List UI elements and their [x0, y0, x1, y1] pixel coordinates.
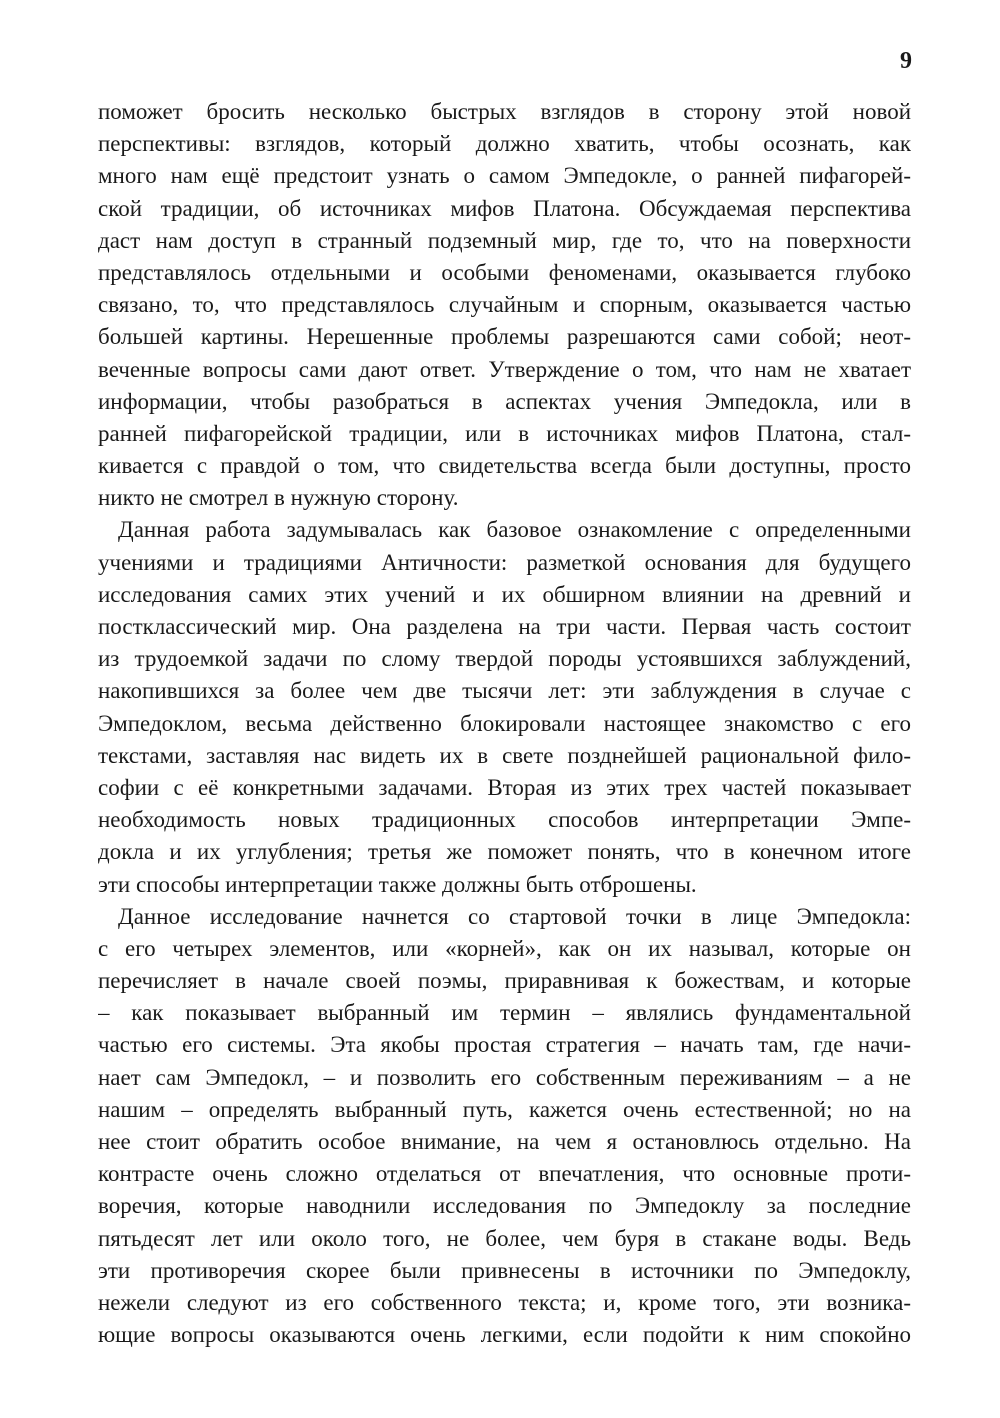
paragraph — [98, 901, 911, 1352]
text-line: большей картины. Нерешенные проблемы разрешаются сами собой; неот- — [98, 324, 911, 350]
text-line: с его четырех элементов, или «корней», как он их называл, которые он — [98, 935, 911, 961]
page-number: 9 — [900, 48, 912, 74]
text-line: информации, чтобы разобраться в аспектах учения Эмпедокла, или в — [98, 388, 911, 414]
paragraph — [98, 96, 911, 514]
text-line: ранней пифагорейской традиции, или в источниках мифов Платона, стал- — [98, 420, 911, 446]
text-line: Данная работа задумывалась как базовое ознакомление с определенными — [118, 517, 911, 543]
text-line: контрасте очень сложно отделаться от впечатления, что основные проти- — [98, 1161, 911, 1187]
text-line: необходимость новых традиционных способов интерпретации Эмпе- — [98, 807, 911, 833]
text-line: нежели следуют из его собственного текста; и, кроме того, эти возника- — [98, 1289, 911, 1315]
text-line: представлялось отдельными и особыми феноменами, оказывается глубоко — [98, 259, 911, 285]
text-line: даст нам доступ в странный подземный мир, где то, что на поверхности — [98, 227, 911, 253]
paragraph — [98, 514, 911, 900]
text-line: накопившихся за более чем две тысячи лет: эти заблуждения в случае с — [98, 678, 911, 704]
body-text — [98, 96, 911, 1351]
text-line: кивается с правдой о том, что свидетельства всегда были доступны, просто — [98, 453, 911, 479]
text-line: нает сам Эмпедокл, – и позволить его собственным переживаниям – а не — [98, 1064, 911, 1090]
text-line: – как показывает выбранный им термин – являлись фундаментальной — [98, 1000, 911, 1026]
text-line: перспективы: взглядов, который должно хватить, чтобы осознать, как — [98, 131, 911, 157]
text-line: воречия, которые наводнили исследования по Эмпедоклу за последние — [98, 1193, 911, 1219]
text-line: нашим – определять выбранный путь, кажется очень естественной; но на — [98, 1096, 911, 1122]
text-line: нее стоит обратить особое внимание, на чем я остановлюсь отдельно. На — [98, 1129, 911, 1154]
text-line: эти способы интерпретации также должны быть отброшены. — [98, 871, 697, 897]
text-line: поможет бросить несколько быстрых взглядов в сторону этой новой — [98, 99, 911, 124]
text-line: софии с её конкретными задачами. Вторая из этих трех частей показывает — [98, 774, 911, 800]
text-line: ющие вопросы оказываются очень легкими, если подойти к ним спокойно — [98, 1322, 911, 1348]
text-line: связано, то, что представлялось случайным и спорным, оказывается частью — [98, 292, 911, 318]
text-line: веченные вопросы сами дают ответ. Утверждение о том, что нам не хватает — [98, 356, 911, 382]
text-line: пятьдесят лет или около того, не более, чем буря в стакане воды. Ведь — [98, 1225, 911, 1251]
text-line: учениями и традициями Античности: разметкой основания для будущего — [98, 549, 911, 575]
text-line: Эмпедоклом, весьма действенно блокировали настоящее знакомство с его — [98, 710, 911, 736]
text-line: постклассический мир. Она разделена на три части. Первая часть состоит — [98, 614, 911, 639]
text-line: из трудоемкой задачи по слому твердой породы устоявшихся заблуждений, — [98, 646, 911, 672]
text-line: ской традиции, об источниках мифов Платона. Обсуждаемая перспектива — [98, 195, 911, 221]
text-line: перечисляет в начале своей поэмы, приравнивая к божествам, и которые — [98, 968, 911, 994]
text-line: эти противоречия скорее были привнесены в источники по Эмпедоклу, — [98, 1257, 911, 1283]
text-line: Данное исследование начнется со стартовой точки в лице Эмпедокла: — [118, 903, 911, 929]
text-line: частью его системы. Эта якобы простая стратегия – начать там, где начи- — [98, 1032, 911, 1058]
text-line: докла и их углубления; третья же поможет понять, что в конечном итоге — [98, 839, 911, 865]
text-line: текстами, заставляя нас видеть их в свете позднейшей рациональной фило- — [98, 742, 911, 768]
text-line: никто не смотрел в нужную сторону. — [98, 485, 459, 511]
text-line: много нам ещё предстоит узнать о самом Эмпедокле, о ранней пифагорей- — [98, 163, 911, 189]
text-line: исследования самих этих учений и их обширном влиянии на древний и — [98, 581, 911, 607]
